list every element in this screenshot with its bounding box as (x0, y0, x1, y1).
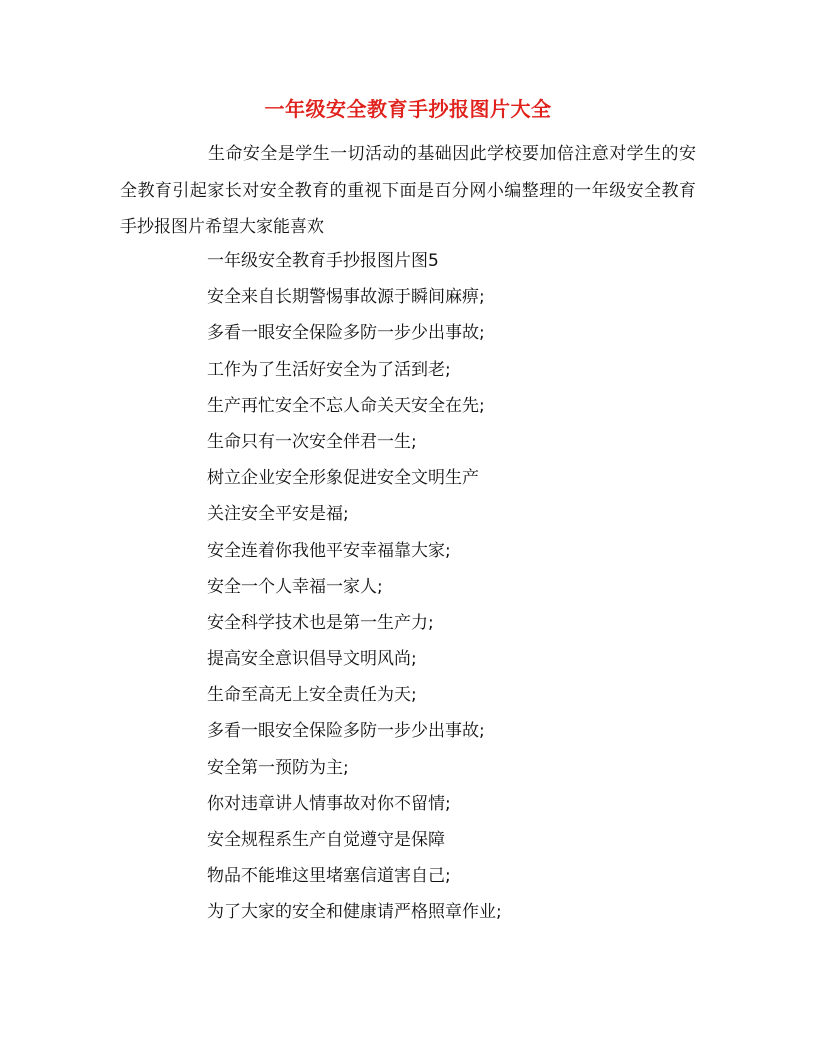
slogan-line: 多看一眼安全保险多防一步少出事故; (207, 323, 485, 344)
slogan-line: 工作为了生活好安全为了活到老; (207, 359, 451, 380)
document-title: 一年级安全教育手抄报图片大全 (264, 97, 552, 121)
slogan-line: 安全第一预防为主; (207, 757, 349, 778)
slogan-line: 一年级安全教育手抄报图片图5 (207, 251, 439, 271)
slogan-line: 生产再忙安全不忘人命关天安全在先; (207, 395, 485, 416)
slogan-line: 安全科学技术也是第一生产力; (207, 612, 434, 633)
intro-paragraph: 生命安全是学生一切活动的基础因此学校要加倍注意对学生的安全教育引起家长对安全教育的重视下面是百分网小编整理的一年级安全教育手抄报图片希望大家能喜欢 (120, 144, 696, 237)
slogan-line: 树立企业安全形象促进安全文明生产 (207, 468, 479, 489)
slogan-line: 安全连着你我他平安幸福靠大家; (207, 540, 451, 561)
slogan-line: 安全来自长期警惕事故源于瞬间麻痹; (207, 287, 485, 308)
slogan-line: 安全规程系生产自觉遵守是保障 (207, 830, 445, 850)
slogan-line: 安全一个人幸福一家人; (207, 576, 383, 597)
slogan-line: 多看一眼安全保险多防一步少出事故; (207, 721, 485, 742)
slogan-line: 提高安全意识倡导文明风尚; (207, 649, 417, 670)
slogan-line: 为了大家的安全和健康请严格照章作业; (207, 902, 502, 923)
slogan-line: 生命只有一次安全伴君一生; (207, 431, 417, 452)
slogan-list (207, 243, 502, 931)
slogan-line: 你对违章讲人情事故对你不留情; (207, 793, 451, 814)
slogan-line: 生命至高无上安全责任为天; (207, 685, 417, 706)
slogan-line: 关注安全平安是福; (207, 504, 349, 525)
slogan-line: 物品不能堆这里堵塞信道害自己; (207, 866, 451, 887)
